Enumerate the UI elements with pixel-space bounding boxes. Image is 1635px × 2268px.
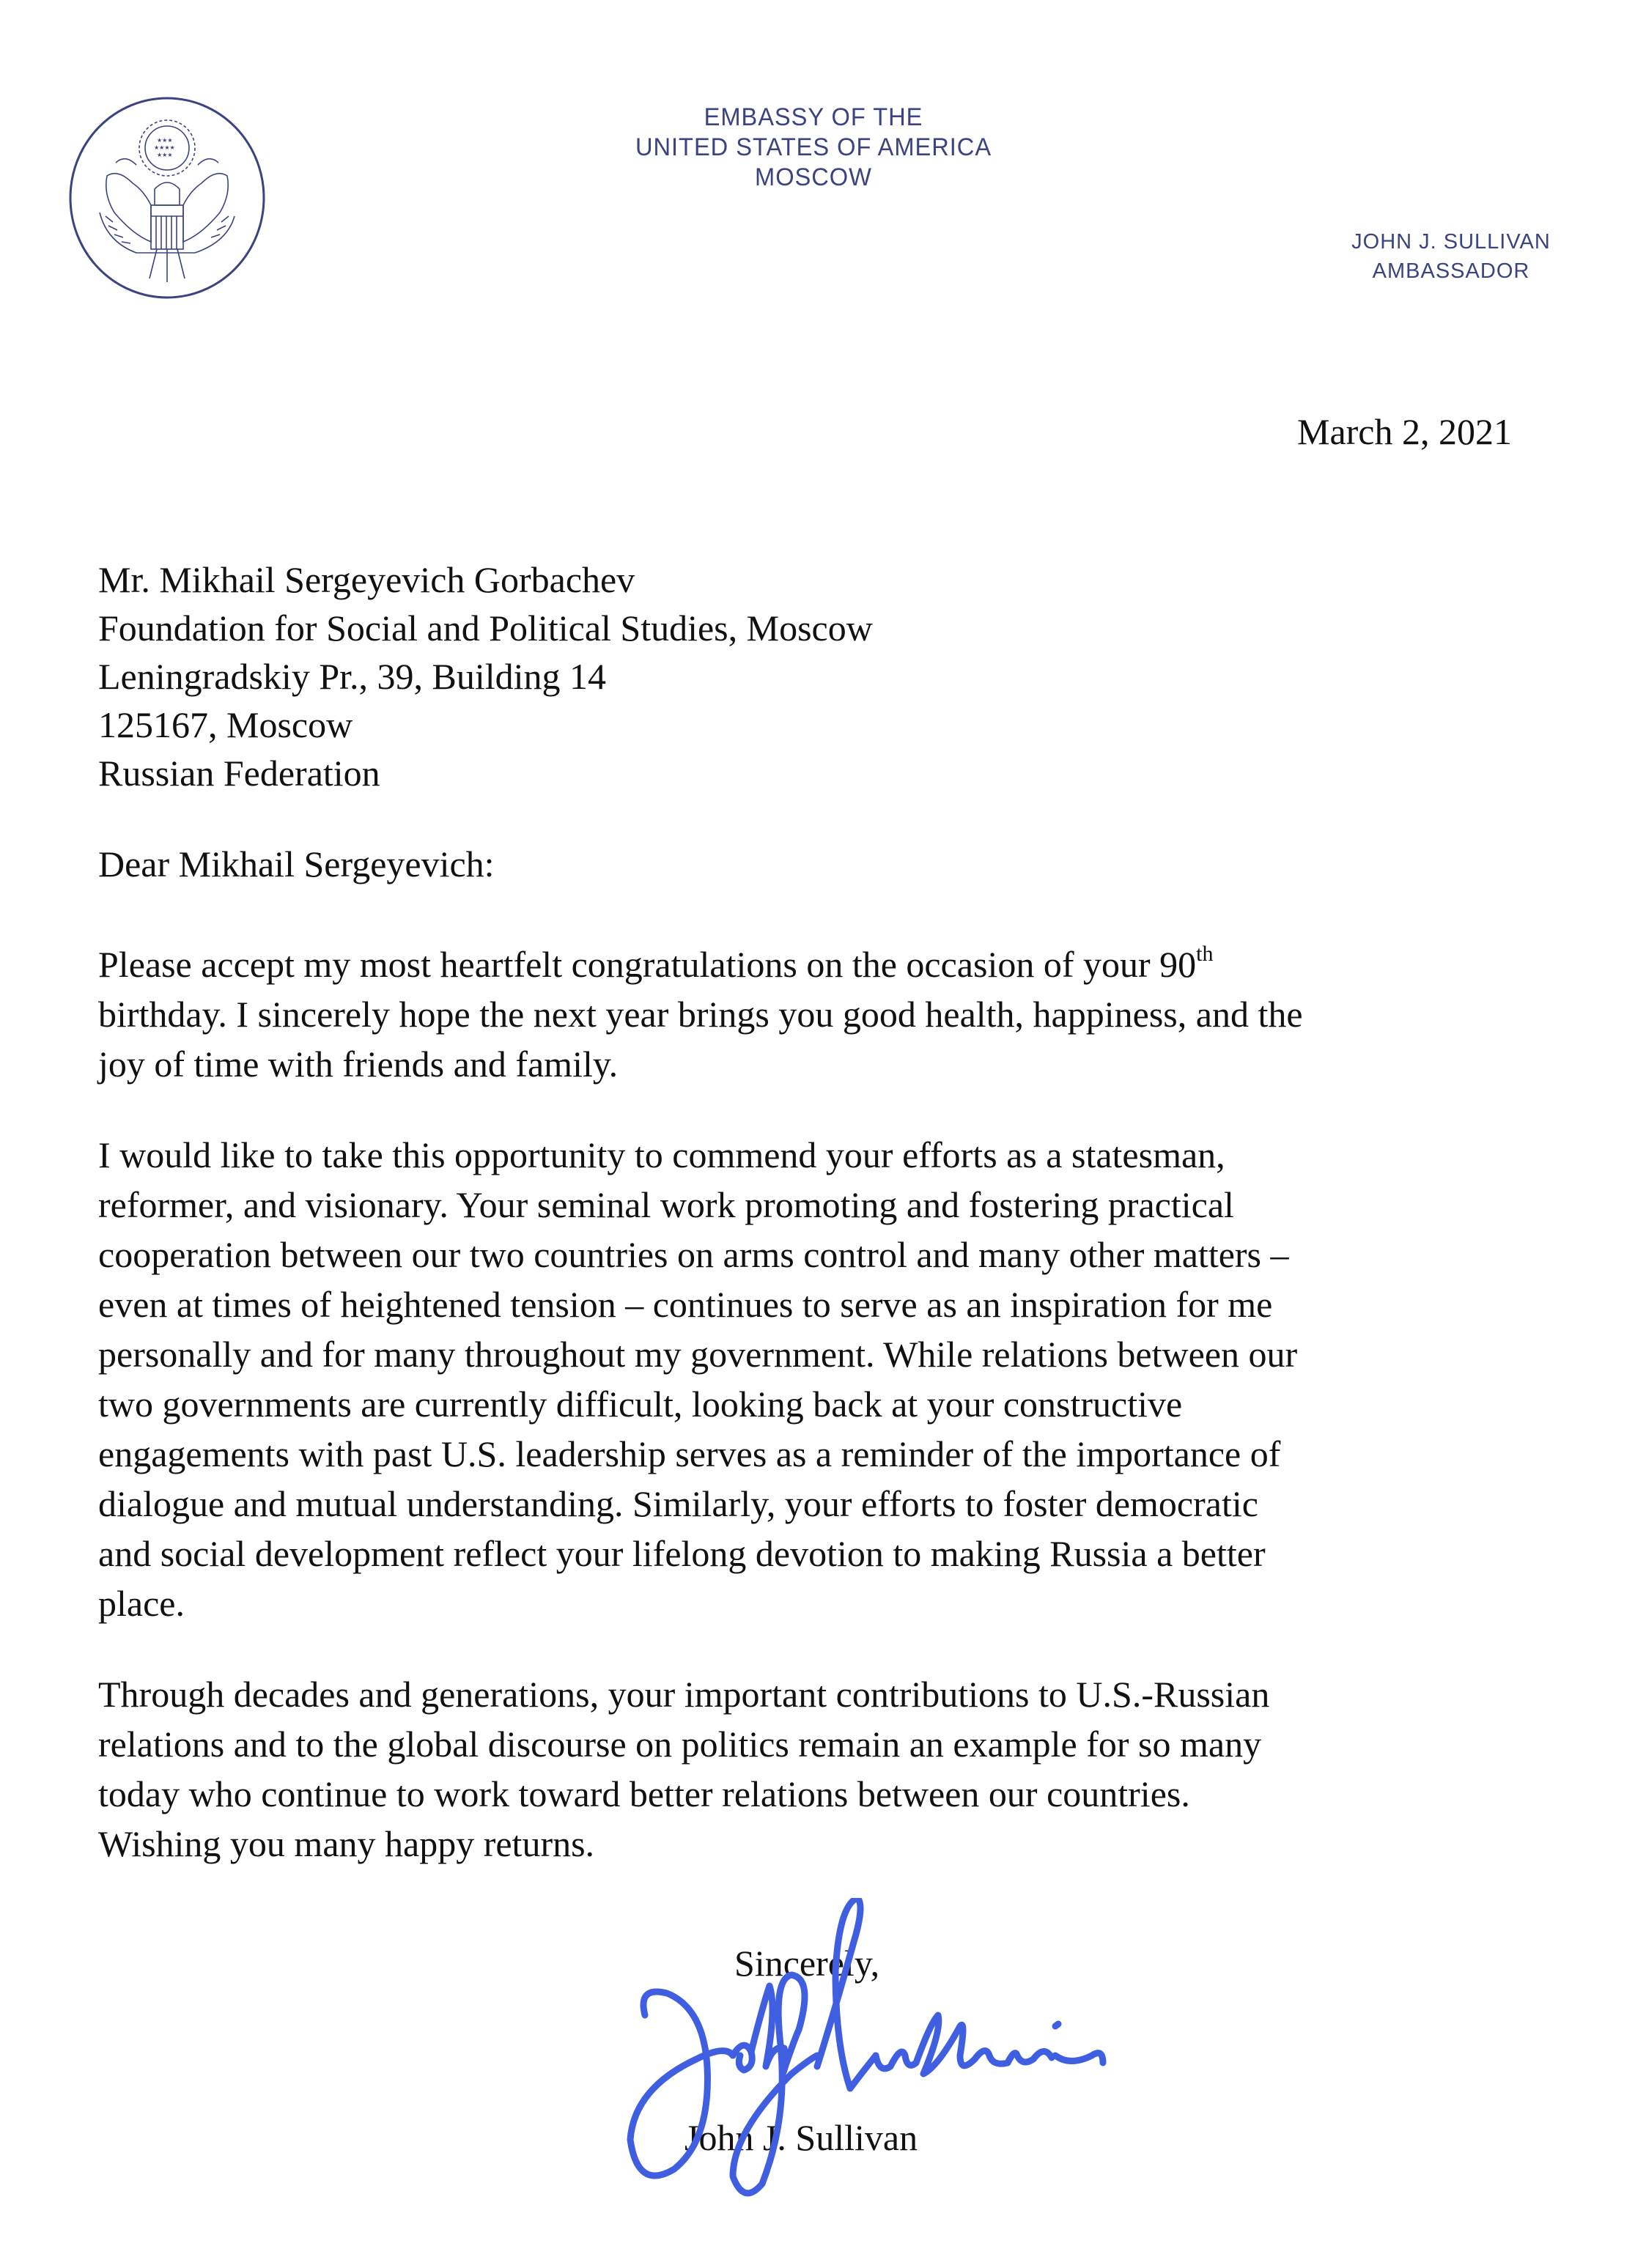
body-text: Please accept my most heartfelt congratulations on the occasion of your 90 (98, 944, 1197, 985)
svg-text:★★★★: ★★★★ (154, 144, 175, 151)
letterhead-line: EMBASSY OF THE (704, 103, 923, 131)
handwritten-signature-icon (616, 1898, 1187, 2220)
letterhead-line: UNITED STATES OF AMERICA (635, 133, 992, 161)
address-line: 125167, Moscow (98, 704, 353, 745)
letter-date: March 2, 2021 (1297, 411, 1512, 452)
body-line: place. (98, 1583, 185, 1624)
body-paragraph-3 (98, 1669, 1564, 1869)
body-line: reformer, and visionary. Your seminal work promoting and fostering practical (98, 1184, 1234, 1225)
body-line: dialogue and mutual understanding. Similarly, your efforts to foster democratic (98, 1483, 1258, 1524)
ordinal-suffix: th (1196, 942, 1214, 967)
recipient-address (98, 555, 873, 797)
body-line: cooperation between our two countries on arms control and many other matters – (98, 1234, 1289, 1275)
salutation: Dear Mikhail Sergeyevich: (98, 843, 495, 884)
body-line: Through decades and generations, your important contributions to U.S.-Russian (98, 1674, 1270, 1715)
letterhead-line: MOSCOW (755, 163, 872, 191)
address-line: Mr. Mikhail Sergeyevich Gorbachev (98, 559, 635, 600)
body-line: and social development reflect your lifelong devotion to making Russia a better (98, 1533, 1266, 1574)
svg-text:★★★: ★★★ (157, 152, 173, 158)
body-line: Wishing you many happy returns. (98, 1823, 595, 1864)
body-line: today who continue to work toward better relations between our countries. (98, 1773, 1190, 1814)
sender-name: JOHN J. SULLIVAN (1351, 230, 1551, 254)
body-line: engagements with past U.S. leadership serves as a reminder of the importance of (98, 1433, 1281, 1474)
closing: Sincerely, (734, 1943, 880, 1984)
svg-text:★★★: ★★★ (157, 137, 173, 144)
address-line: Leningradskiy Pr., 39, Building 14 (98, 656, 607, 697)
signer-name: John J. Sullivan (684, 2117, 918, 2158)
address-line: Foundation for Social and Political Studies, Moscow (98, 607, 873, 649)
embassy-letterhead (588, 103, 1038, 193)
sender-block (1312, 227, 1590, 286)
sender-title: AMBASSADOR (1372, 259, 1530, 283)
body-line: birthday. I sincerely hope the next year brings you good health, happiness, and the (98, 994, 1303, 1035)
body-line: joy of time with friends and family. (98, 1043, 619, 1085)
body-line: I would like to take this opportunity to commend your efforts as a statesman, (98, 1134, 1225, 1175)
body-line: relations and to the global discourse on politics remain an example for so many (98, 1724, 1262, 1765)
body-paragraph-1 (98, 939, 1564, 1089)
address-line: Russian Federation (98, 753, 380, 794)
great-seal-icon (63, 95, 271, 300)
body-line: even at times of heightened tension – continues to serve as an inspiration for me (98, 1284, 1273, 1325)
body-line: two governments are currently difficult, looking back at your constructive (98, 1384, 1183, 1425)
body-paragraph-2 (98, 1130, 1564, 1628)
body-line: personally and for many throughout my government. While relations between our (98, 1334, 1298, 1375)
